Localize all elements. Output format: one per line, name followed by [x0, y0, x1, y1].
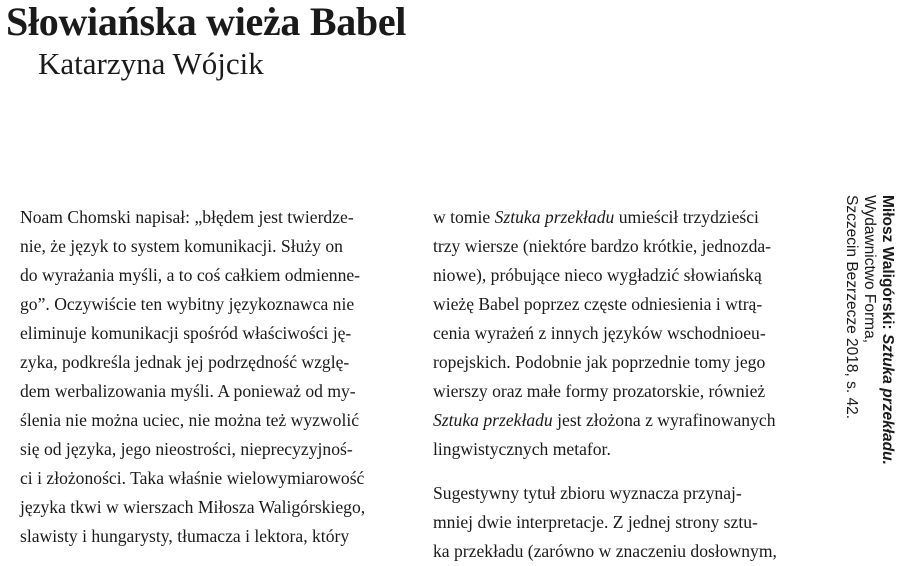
text-line: mniej dwie interpretacje. Z jednej strony sztu- [433, 512, 758, 532]
text-line: eliminuje komunikacji spośród właściwości ję- [20, 323, 352, 343]
paragraph-gap [433, 464, 813, 479]
text-line: się od języka, jego nieostrości, nieprecyzyjnoś- [20, 439, 353, 459]
text-line: cenia wyrażeń z innych języków wschodnioeu- [433, 323, 766, 343]
text-line: Noam Chomski napisał: „błędem jest twierdze- [20, 207, 354, 227]
text-line: slawisty i hungarysty, tłumacza i lektora, który [20, 526, 350, 546]
text-run: umieścił trzydzieści [614, 207, 759, 227]
text-line: wieżę Babel poprzez częste odniesienia i wtrą- [433, 294, 763, 314]
sidenote-author: Miłosz Waligórski: [879, 195, 896, 334]
sidenote-book-title: Sztuka przekładu. [879, 333, 896, 465]
text-line: nie, że język to system komunikacji. Służy on [20, 236, 343, 256]
text-line: niowe), próbujące nieco wygładzić słowiańską [433, 265, 762, 285]
text-line [433, 203, 813, 232]
text-run: jest złożona z wyrafinowanych [552, 410, 776, 430]
text-line: zyka, podkreśla jednak jej podrzędność wzglę- [20, 352, 350, 372]
text-line: go”. Oczywiście ten wybitny językoznawca nie [20, 294, 355, 314]
text-line: Sugestywny tytuł zbioru wyznacza przynaj- [433, 483, 742, 503]
book-info-sidenote [838, 195, 896, 465]
text-line: wierszy oraz małe formy prozatorskie, również [433, 381, 766, 401]
text-column-right [433, 203, 813, 566]
text-line: ka przekładu (zarówno w znaczeniu dosłownym, [433, 541, 777, 561]
text-line: trzy wiersze (niektóre bardzo krótkie, jednozda- [433, 236, 772, 256]
book-title-italic: Sztuka przekładu [494, 207, 615, 227]
article-title: Słowiańska wieża Babel [6, 0, 407, 44]
text-line [433, 406, 813, 435]
text-line: ropejskich. Podobnie jak poprzednie tomy jego [433, 352, 766, 372]
text-column-left [20, 203, 420, 551]
text-run: w tomie [433, 207, 495, 227]
text-line: języka tkwi w wierszach Miłosza Waligórskiego, [20, 497, 366, 517]
sidenote-publisher: Wydawnictwo Forma, [861, 195, 878, 344]
text-line: ci i złożoności. Taka właśnie wielowymiarowość [20, 468, 365, 488]
text-line: ślenia nie można uciec, nie można też wyzwolić [20, 410, 360, 430]
sidenote-line [878, 195, 896, 465]
text-line: dem werbalizowania myśli. A ponieważ od my- [20, 381, 356, 401]
text-line: lingwistycznych metafor. [433, 439, 611, 459]
book-title-italic: Sztuka przekładu [433, 410, 553, 430]
article-author: Katarzyna Wójcik [38, 46, 264, 81]
text-line: do wyrażania myśli, a to coś całkiem odmienne- [20, 265, 361, 285]
sidenote-place-year: Szczecin Bezrzecze 2018, s. 42. [843, 195, 860, 420]
